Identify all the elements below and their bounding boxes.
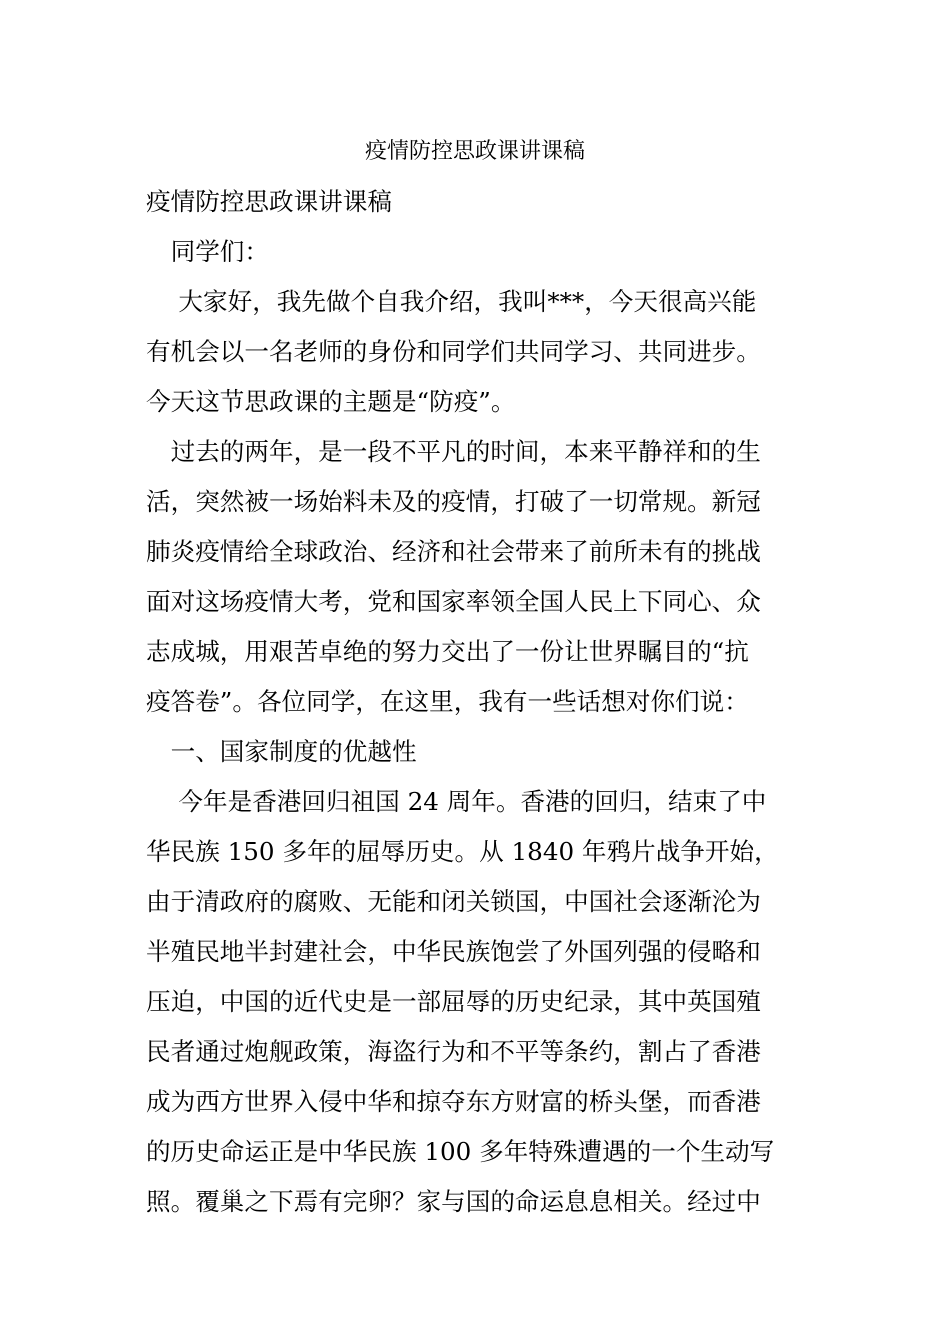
body-line-14: 压迫，中国的近代史是一部屈辱的历史纪录，其中英国殖: [146, 987, 761, 1016]
body-line-6: 肺炎疫情给全球政治、经济和社会带来了前所未有的挑战: [146, 537, 761, 566]
body-line-11: 华民族 150 多年的屈辱历史。从 1840 年鸦片战争开始，: [146, 837, 779, 866]
body-line-7: 面对这场疫情大考，党和国家率领全国人民上下同心、众: [146, 587, 761, 616]
body-line-2: 有机会以一名老师的身份和同学们共同学习、共同进步。: [146, 337, 761, 366]
body-line-16: 成为西方世界入侵中华和掠夺东方财富的桥头堡，而香港: [146, 1087, 761, 1116]
body-line-8: 志成城，用艰苦卓绝的努力交出了一份让世界瞩目的“抗: [146, 637, 749, 666]
body-line-15: 民者通过炮舰政策，海盗行为和不平等条约，割占了香港: [146, 1037, 761, 1066]
body-line-1: 大家好，我先做个自我介绍，我叫***，今天很高兴能: [146, 287, 757, 316]
body-line-12: 由于清政府的腐败、无能和闭关锁国，中国社会逐渐沦为: [146, 887, 761, 916]
body-line-17: 的历史命运正是中华民族 100 多年特殊遭遇的一个生动写: [146, 1137, 775, 1166]
body-line-10: 今年是香港回归祖国 24 周年。香港的回归，结束了中: [146, 787, 767, 816]
body-line-5: 活，突然被一场始料未及的疫情，打破了一切常规。新冠: [146, 487, 761, 516]
body-line-13: 半殖民地半封建社会，中华民族饱尝了外国列强的侵略和: [146, 937, 761, 966]
body-line-18: 照。覆巢之下焉有完卵？家与国的命运息息相关。经过中: [146, 1187, 761, 1216]
subtitle-line: 疫情防控思政课讲课稿: [146, 187, 392, 216]
greeting-line: 同学们：: [146, 237, 269, 266]
body-line-4: 过去的两年，是一段不平凡的时间，本来平静祥和的生: [146, 437, 761, 466]
document-title: 疫情防控思政课讲课稿: [364, 139, 585, 164]
section-heading-1: 一、国家制度的优越性: [146, 737, 417, 766]
body-line-9: 疫答卷”。各位同学，在这里，我有一些话想对你们说：: [146, 687, 749, 716]
body-line-3: 今天这节思政课的主题是“防疫”。: [146, 387, 516, 416]
